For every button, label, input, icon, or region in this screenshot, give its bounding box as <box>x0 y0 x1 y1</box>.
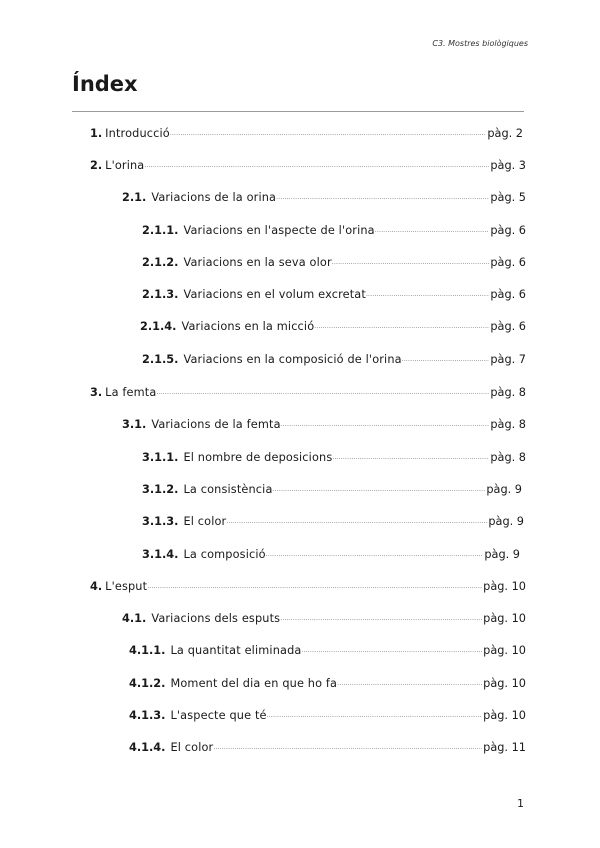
toc-entry-number: 2.1.1. <box>142 224 179 237</box>
toc-entry-number: 3.1.3. <box>142 515 179 528</box>
toc-entry-page: pàg. 6 <box>490 320 526 333</box>
toc-entry[interactable] <box>122 611 526 627</box>
toc-entry[interactable] <box>122 190 526 206</box>
toc-entry-title: Variacions dels esputs <box>151 612 281 625</box>
toc-entry-title: Introducció <box>105 127 170 140</box>
toc-entry[interactable] <box>142 547 520 563</box>
toc-entry-page: pàg. 2 <box>487 127 523 140</box>
toc-entry-number: 4.1.1. <box>129 644 166 657</box>
toc-entry-page: pàg. 10 <box>483 644 526 657</box>
dot-leader <box>332 450 489 466</box>
dot-leader <box>213 740 482 756</box>
toc-entry-page: pàg. 6 <box>490 256 526 269</box>
toc-entry-page: pàg. 11 <box>483 741 526 754</box>
page-number: 1 <box>517 797 524 810</box>
toc-entry-number: 2.1.2. <box>142 256 179 269</box>
toc-entry-number: 3.1.4. <box>142 548 179 561</box>
toc-entry-title: Variacions en la seva olor <box>183 256 332 269</box>
toc-entry[interactable] <box>90 158 526 174</box>
toc-entry-number: 2.1.5. <box>142 353 179 366</box>
toc-entry[interactable] <box>90 126 523 142</box>
dot-leader <box>314 319 489 335</box>
toc-entry-title: Variacions de la orina <box>151 191 277 204</box>
toc-entry-page: pàg. 10 <box>483 709 526 722</box>
toc-entry-page: pàg. 8 <box>490 451 526 464</box>
toc-entry-title: L'orina <box>105 159 145 172</box>
toc-entry-page: pàg. 3 <box>490 159 526 172</box>
toc-entry-title: L'aspecte que té <box>170 709 267 722</box>
toc-entry[interactable] <box>129 643 526 659</box>
toc-entry[interactable] <box>90 385 526 401</box>
toc-entry-title: Variacions en la composició de l'orina <box>183 353 402 366</box>
toc-entry-page: pàg. 8 <box>490 386 526 399</box>
toc-entry-page: pàg. 10 <box>483 612 526 625</box>
toc-entry[interactable] <box>90 579 526 595</box>
toc-entry[interactable] <box>122 417 526 433</box>
dot-leader <box>276 190 489 206</box>
toc-entry-number: 4.1.2. <box>129 677 166 690</box>
dot-leader <box>273 482 486 498</box>
toc-entry-number: 4.1.4. <box>129 741 166 754</box>
dot-leader <box>280 611 482 627</box>
toc-entry-page: pàg. 6 <box>490 224 526 237</box>
toc-entry[interactable] <box>142 514 524 530</box>
dot-leader <box>375 223 490 239</box>
toc-entry[interactable] <box>142 352 526 368</box>
toc-entry-number: 4.1.3. <box>129 709 166 722</box>
toc-entry-title: La quantitat eliminada <box>170 644 302 657</box>
toc-entry-page: pàg. 9 <box>488 515 524 528</box>
dot-leader <box>267 708 483 724</box>
toc-entry-title: La composició <box>183 548 266 561</box>
toc-entry[interactable] <box>129 708 526 724</box>
dot-leader <box>226 514 487 530</box>
dot-leader <box>337 676 482 692</box>
toc-entry-title: El color <box>183 515 227 528</box>
dot-leader <box>266 547 484 563</box>
toc-entry-title: Variacions en la micció <box>181 320 315 333</box>
toc-entry-title: El nombre de deposicions <box>183 451 333 464</box>
dot-leader <box>156 385 489 401</box>
toc-entry-page: pàg. 10 <box>483 580 526 593</box>
toc-entry[interactable] <box>142 255 526 271</box>
toc-entry-number: 3. <box>90 386 103 399</box>
toc-entry[interactable] <box>142 482 522 498</box>
toc-entry-title: La consistència <box>183 483 273 496</box>
toc-entry[interactable] <box>142 450 526 466</box>
toc-entry-page: pàg. 9 <box>484 548 520 561</box>
toc-entry-title: Variacions en l'aspecte de l'orina <box>183 224 375 237</box>
toc-entry-title: L'esput <box>105 580 148 593</box>
toc-entry-number: 3.1. <box>122 418 147 431</box>
toc-entry-title: Variacions de la femta <box>151 418 281 431</box>
page-title: Índex <box>72 72 138 96</box>
toc-entry[interactable] <box>129 740 526 756</box>
toc-entry-number: 4. <box>90 580 103 593</box>
toc-entry[interactable] <box>129 676 526 692</box>
toc-entry-page: pàg. 5 <box>490 191 526 204</box>
dot-leader <box>301 643 482 659</box>
toc-entry-number: 2.1. <box>122 191 147 204</box>
toc-entry-number: 2. <box>90 159 103 172</box>
toc-entry-title: Moment del dia en que ho fa <box>170 677 338 690</box>
toc-entry-page: pàg. 7 <box>490 353 526 366</box>
toc-entry-number: 3.1.2. <box>142 483 179 496</box>
toc-entry[interactable] <box>142 287 526 303</box>
dot-leader <box>281 417 490 433</box>
toc-entry-title: Variacions en el volum excretat <box>183 288 366 301</box>
toc-entry-number: 4.1. <box>122 612 147 625</box>
toc-entry[interactable] <box>140 319 526 335</box>
toc-entry-page: pàg. 10 <box>483 677 526 690</box>
toc-entry[interactable] <box>142 223 526 239</box>
dot-leader <box>402 352 490 368</box>
toc-entry-page: pàg. 9 <box>486 483 522 496</box>
dot-leader <box>332 255 490 271</box>
toc-entry-number: 2.1.4. <box>140 320 177 333</box>
toc-entry-number: 2.1.3. <box>142 288 179 301</box>
running-header: C3. Mostres biològiques <box>432 39 528 48</box>
toc-entry-page: pàg. 6 <box>490 288 526 301</box>
dot-leader <box>147 579 482 595</box>
toc-entry-title: El color <box>170 741 214 754</box>
dot-leader <box>170 126 487 142</box>
toc-entry-title: La femta <box>105 386 157 399</box>
dot-leader <box>144 158 489 174</box>
toc-entry-page: pàg. 8 <box>490 418 526 431</box>
dot-leader <box>366 287 489 303</box>
toc-entry-number: 1. <box>90 127 103 140</box>
toc-entry-number: 3.1.1. <box>142 451 179 464</box>
